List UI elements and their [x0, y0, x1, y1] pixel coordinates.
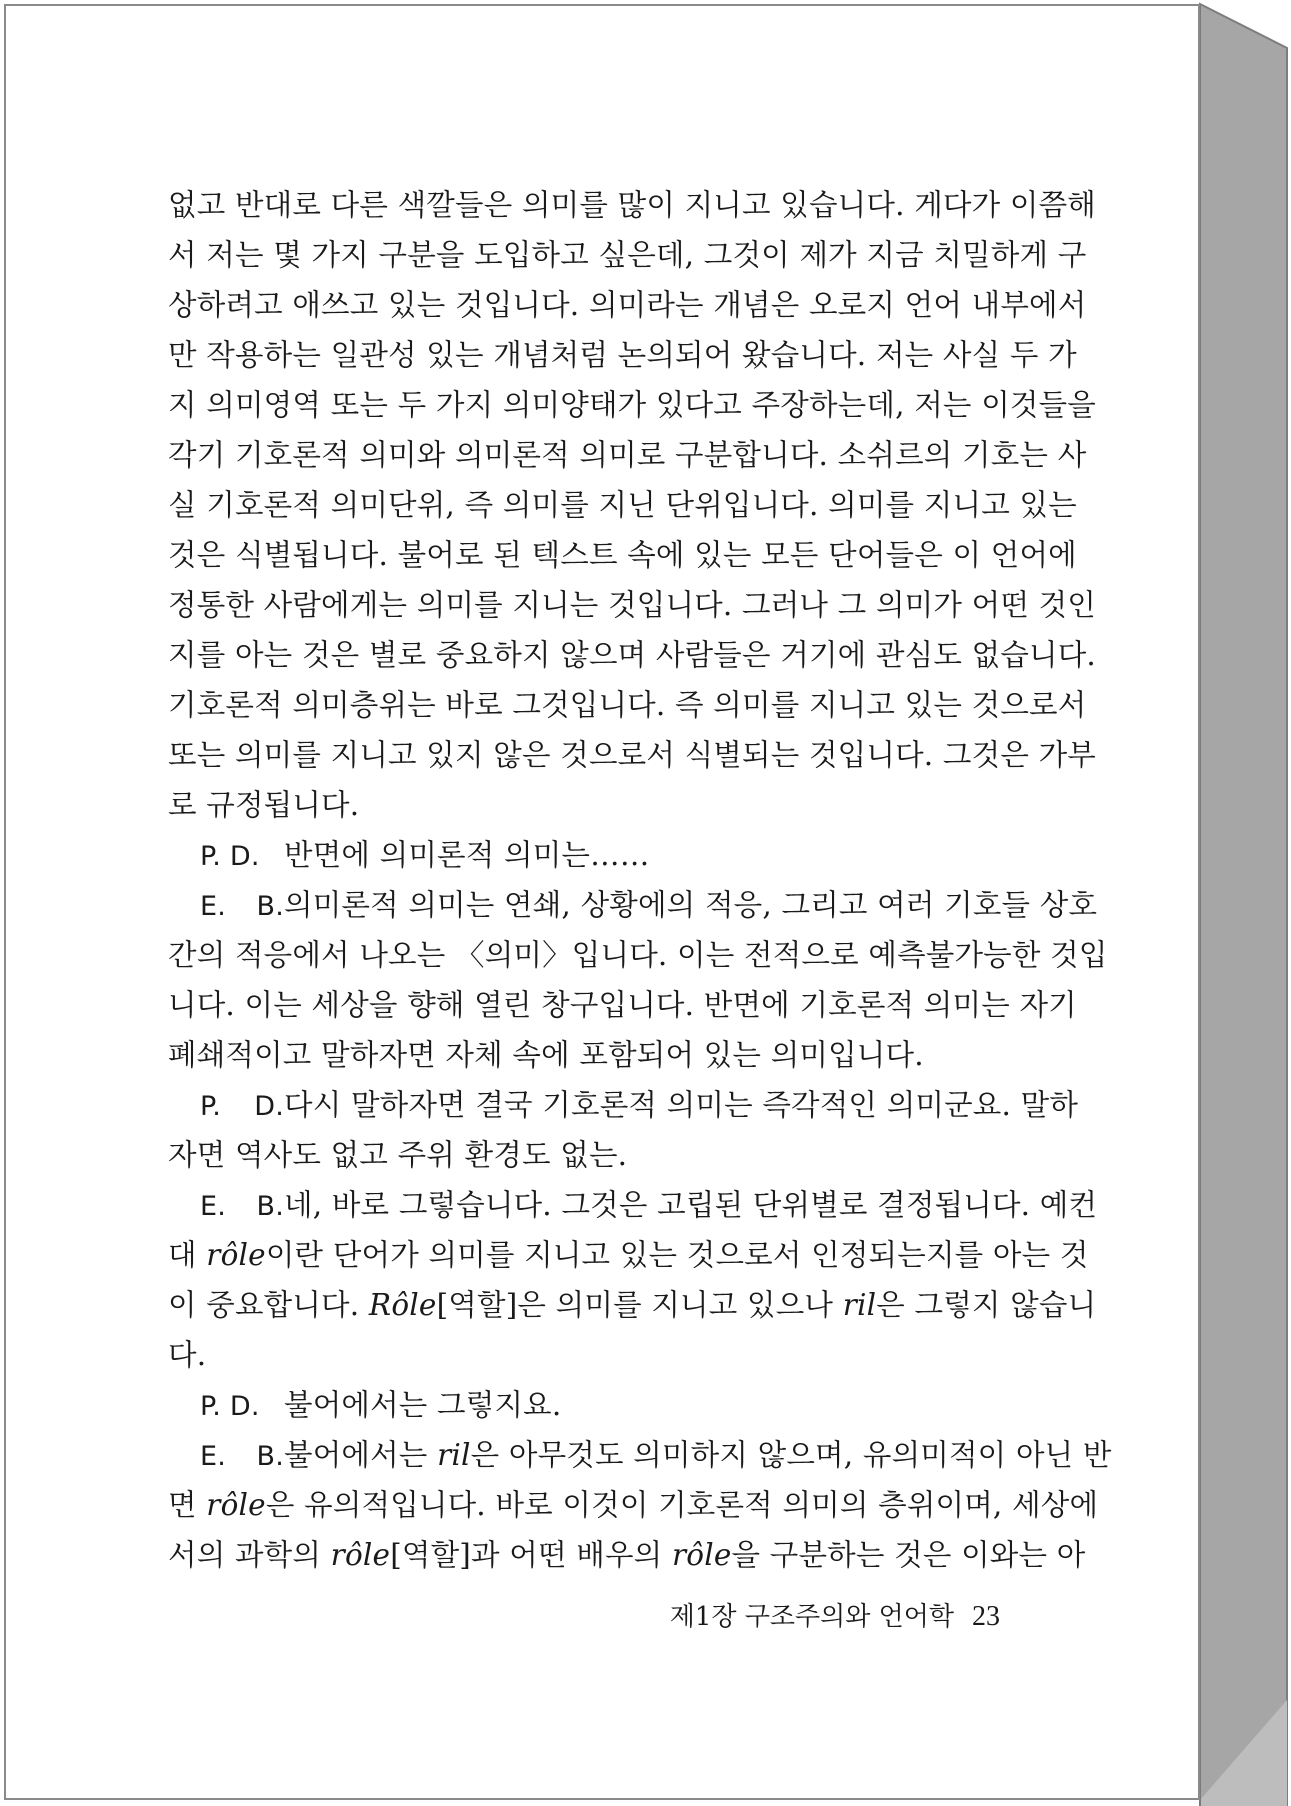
text-line [168, 1230, 1089, 1280]
text-run: 서의 과학의 [168, 1538, 331, 1572]
dialogue-text: 반면에 의미론적 의미는…… [284, 838, 650, 872]
text-line: 로 규정됩니다. [168, 788, 360, 822]
text-run: 은 아무것도 의미하지 않으며, 유의미적이 아닌 반 [470, 1438, 1112, 1472]
text-run: 을 구분하는 것은 이와는 아 [731, 1538, 1086, 1572]
foreign-word: Rôle [368, 1288, 437, 1322]
text-line: 각기 기호론적 의미와 의미론적 의미로 구분합니다. 소쉬르의 기호는 사 [168, 438, 1087, 472]
page-number: 23 [972, 1601, 1000, 1632]
text-line [168, 1530, 1086, 1580]
text-line: 지 의미영역 또는 두 가지 의미양태가 있다고 주장하는데, 저는 이것들을 [168, 388, 1096, 422]
foreign-word: rôle [206, 1238, 266, 1272]
text-run: [역할]은 의미를 지니고 있으나 [436, 1288, 843, 1322]
body-text [168, 180, 1112, 1580]
text-line: 다. [168, 1338, 207, 1372]
text-line [168, 1480, 1099, 1530]
text-run: 불어에서는 [284, 1438, 438, 1472]
text-line: 간의 적응에서 나오는 〈의미〉입니다. 이는 전적으로 예측불가능한 것입 [168, 938, 1108, 972]
dialogue-text: 의미론적 의미는 연쇄, 상황에의 적응, 그리고 여러 기호들 상호 [284, 888, 1098, 922]
text-run: 이 중요합니다. [168, 1288, 369, 1322]
foreign-word: ril [437, 1438, 471, 1472]
speaker-label: E. B. [200, 1441, 284, 1472]
speaker-label: E. B. [200, 1191, 284, 1222]
text-line: 폐쇄적이고 말하자면 자체 속에 포함되어 있는 의미입니다. [168, 1038, 924, 1072]
dialogue-eb-3 [168, 1430, 1112, 1480]
text-line [168, 1280, 1097, 1330]
foreign-word: rôle [330, 1538, 391, 1572]
dialogue-text: 불어에서는 그렇지요. [284, 1388, 562, 1422]
text-line: 기호론적 의미층위는 바로 그것입니다. 즉 의미를 지니고 있는 것으로서 [168, 688, 1087, 722]
text-run: 이란 단어가 의미를 지니고 있는 것으로서 인정되는지를 아는 것 [265, 1238, 1089, 1272]
dialogue-pd-1 [168, 830, 1026, 880]
text-line: 자면 역사도 없고 주위 환경도 없는. [168, 1138, 628, 1172]
text-run: 면 [168, 1488, 207, 1522]
dialogue-pd-2 [168, 1080, 1079, 1130]
dialogue-pd-3 [168, 1380, 1026, 1430]
text-line: 서 저는 몇 가지 구분을 도입하고 싶은데, 그것이 제가 지금 치밀하게 구 [168, 238, 1087, 272]
dialogue-text: 네, 바로 그렇습니다. 그것은 고립된 단위별로 결정됩니다. 예컨 [284, 1188, 1098, 1222]
speaker-label: P. D. [200, 1091, 284, 1122]
text-line: 또는 의미를 지니고 있지 않은 것으로서 식별되는 것입니다. 그것은 가부 [168, 738, 1096, 772]
dialogue-eb-2 [168, 1180, 1098, 1230]
text-line: 없고 반대로 다른 색깔들은 의미를 많이 지니고 있습니다. 게다가 이쯤해 [168, 188, 1096, 222]
running-footer [640, 1596, 1000, 1633]
text-run: 은 유의적입니다. 바로 이것이 기호론적 의미의 층위이며, 세상에 [265, 1488, 1099, 1522]
text-line: 실 기호론적 의미단위, 즉 의미를 지닌 단위입니다. 의미를 지니고 있는 [168, 488, 1077, 522]
dialogue-text: 다시 말하자면 결국 기호론적 의미는 즉각적인 의미군요. 말하 [284, 1088, 1079, 1122]
foreign-word: ril [842, 1288, 877, 1322]
text-run: 은 그렇지 않습니 [876, 1288, 1097, 1322]
speaker-label: P. D. [200, 1391, 260, 1422]
dialogue-eb-1 [168, 880, 1098, 930]
text-run: [역할]과 어떤 배우의 [390, 1538, 672, 1572]
text-line: 것은 식별됩니다. 불어로 된 텍스트 속에 있는 모든 단어들은 이 언어에 [168, 538, 1077, 572]
text-line: 상하려고 애쓰고 있는 것입니다. 의미라는 개념은 오로지 언어 내부에서 [168, 288, 1087, 322]
text-line: 니다. 이는 세상을 향해 열린 창구입니다. 반면에 기호론적 의미는 자기 [168, 988, 1077, 1022]
text-run: 대 [168, 1238, 207, 1272]
speaker-label: E. B. [200, 891, 284, 922]
chapter-title: 제1장 구조주의와 언어학 [669, 1602, 954, 1632]
speaker-label: P. D. [200, 841, 260, 872]
foreign-word: rôle [671, 1538, 732, 1572]
foreign-word: rôle [206, 1488, 266, 1522]
text-line: 만 작용하는 일관성 있는 개념처럼 논의되어 왔습니다. 저는 사실 두 가 [168, 338, 1077, 372]
text-line: 지를 아는 것은 별로 중요하지 않으며 사람들은 거기에 관심도 없습니다. [168, 638, 1096, 672]
text-line: 정통한 사람에게는 의미를 지니는 것입니다. 그러나 그 의미가 어떤 것인 [168, 588, 1096, 622]
